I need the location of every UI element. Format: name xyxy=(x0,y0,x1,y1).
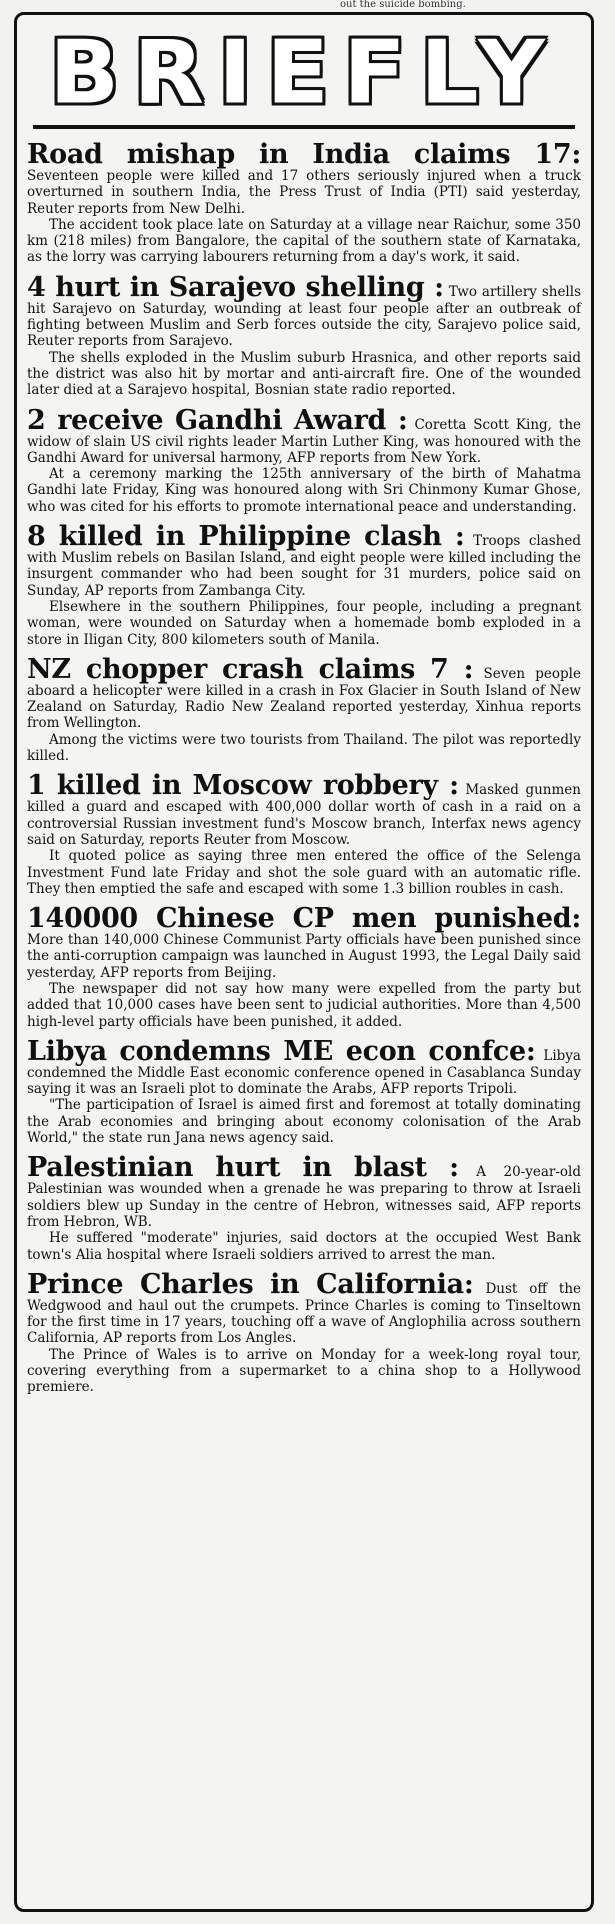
lede: A 20-year-old Palestinian was wounded when a grenade he was preparing to throw at Israeli soldiers blew up Sunday in the centre of Hebron, witnesses said, AFP reports from Hebron, WB. xyxy=(27,1164,581,1230)
lede: Troops clashed with Muslim rebels on Basilan Island, and eight people were killed including the insurgent commander who had been sought for 31 murders, police said on Sunday, AP reports from Zambanga City. xyxy=(27,533,582,599)
headline: Road mishap in India claims 17: xyxy=(27,139,581,170)
headline: 2 receive Gandhi Award : xyxy=(27,404,408,436)
news-item xyxy=(27,271,581,399)
news-item xyxy=(27,404,581,515)
news-item xyxy=(27,1035,581,1147)
masthead xyxy=(33,21,575,129)
lede: Seventeen people were killed and 17 others seriously injured when a truck overturned in southern India, the Press Trust of India (PTI) said yesterday, Reuter reports from New Delhi. xyxy=(27,168,581,217)
body: Elsewhere in the southern Philippines, four people, including a pregnant woman, were wounded on Saturday when a homemade bomb exploded in a store in Iligan City, 800 kilometers south of Manila. xyxy=(27,598,581,648)
headline: 4 hurt in Sarajevo shelling : xyxy=(27,271,444,303)
headline: 8 killed in Philippine clash : xyxy=(27,521,465,553)
headline: 140000 Chinese CP men punished: xyxy=(27,903,581,935)
news-item xyxy=(27,772,581,897)
headline: Palestinian hurt in blast : xyxy=(27,1152,459,1184)
lede: Libya condemned the Middle East economic conference opened in Casablanca Sunday saying it was an Israeli plot to dominate the Arabs, AFP reports Tripoli. xyxy=(27,1047,581,1098)
lede: Coretta Scott King, the widow of slain US civil rights leader Martin Luther King, was honoured with the Gandhi Award for universal harmony, AFP reports from New York. xyxy=(27,416,581,466)
body: The Prince of Wales is to arrive on Monday for a week-long royal tour, covering everything from a supermarket to a china shop to a Hollywood premiere. xyxy=(27,1346,581,1396)
lede: More than 140,000 Chinese Communist Party officials have been punished since the anti-corruption campaign was launched in August 1993, the Legal Daily said yesterday, AFP reports from Beijing. xyxy=(27,932,581,981)
headline: Prince Charles in California: xyxy=(27,1268,474,1300)
news-item xyxy=(27,141,581,266)
masthead-title: BRIEFLY xyxy=(49,21,559,124)
headline: 1 killed in Moscow robbery : xyxy=(27,770,459,802)
news-item xyxy=(27,653,581,765)
news-item xyxy=(27,1154,581,1262)
news-item xyxy=(27,905,581,1030)
news-item xyxy=(27,1268,582,1396)
body: The newspaper did not say how many were expelled from the party but added that 10,000 cases have been sent to judicial authorities. More than 4,500 high-level party officials have been punished, it added. xyxy=(27,980,581,1030)
headline: NZ chopper crash claims 7 : xyxy=(27,653,474,685)
news-item xyxy=(27,523,581,648)
body: The shells exploded in the Muslim suburb Hrasnica, and other reports said the district was also hit by mortar and anti-aircraft fire. One of the wounded later died at a Sarajevo hospital, Bosnian state radio reported. xyxy=(27,349,581,399)
lede: Seven people aboard a helicopter were killed in a crash in Fox Glacier in South Island of New Zealand on Saturday, Radio New Zealand reported yesterday, Xinhua reports from Wellington. xyxy=(27,665,581,732)
body: It quoted police as saying three men entered the office of the Selenga Investment Fund late Friday and shot the sole guard with an automatic rifle. They then emptied the safe and escaped with some 1.3 billion roubles in cash. xyxy=(27,848,581,897)
lede: Dust off the Wedgwood and haul out the crumpets. Prince Charles is coming to Tinseltown for the first time in 17 years, touching off a wave of Anglophilia across southern California, AP reports from Los Angles. xyxy=(27,1280,582,1347)
lede: Two artillery shells hit Sarajevo on Saturday, wounding at least four people after an outbreak of fighting between Muslim and Serb forces outside the city, Sarajevo police said, Reuter reports from Sarajevo. xyxy=(27,283,581,350)
body: Among the victims were two tourists from Thailand. The pilot was reportedly killed. xyxy=(27,731,581,765)
body: The accident took place late on Saturday at a village near Raichur, some 350 km (218 miles) from Bangalore, the capital of the southern state of Karnataka, as the lorry was carrying labourers returning from a day's work, it said. xyxy=(27,216,581,266)
body: He suffered "moderate" injuries, said doctors at the occupied West Bank town's Alia hospital where Israeli soldiers arrived to arrest the man. xyxy=(27,1230,581,1263)
body: At a ceremony marking the 125th anniversary of the birth of Mahatma Gandhi late Friday, King was honoured along with Sri Chinmony Kumar Ghose, who was cited for his efforts to promote international peace and understanding. xyxy=(27,466,581,515)
briefly-column xyxy=(14,12,594,1912)
lede: Masked gunmen killed a guard and escaped with 400,000 dollar worth of cash in a raid on a controversial Russian investment fund's Moscow branch, Interfax news agency said on Saturday, reports Reuter from Moscow. xyxy=(27,782,581,848)
body: "The participation of Israel is aimed first and foremost at totally dominating the Arab economies and bringing about economy colonisation of the Arab World," the state run Jana news agency said. xyxy=(27,1097,581,1147)
previous-column-fragment: out the suicide bombing. xyxy=(340,0,466,10)
headline: Libya condemns ME econ confce: xyxy=(27,1035,536,1067)
